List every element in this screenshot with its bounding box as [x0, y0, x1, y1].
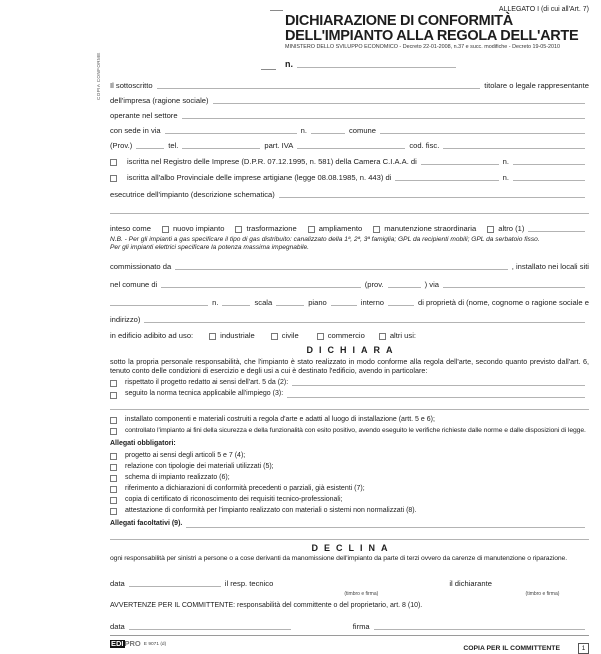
- checkbox-albo-artigiane[interactable]: [110, 175, 117, 182]
- option-label: altro (1): [498, 224, 525, 233]
- row-allegato-riferimento: [110, 485, 589, 494]
- line-tel[interactable]: [182, 147, 260, 149]
- row-facoltativi-cont: [110, 538, 589, 540]
- line-number[interactable]: [297, 66, 456, 68]
- line-sottoscritto[interactable]: [157, 87, 481, 89]
- checkbox-allegato-attestazione[interactable]: [110, 508, 117, 515]
- row-nel-comune: [110, 280, 589, 289]
- check-label: rispettato il progetto redatto ai sensi dell'art. 5 da (2):: [125, 378, 289, 386]
- row-allegato-certificato: [110, 496, 589, 505]
- option-label: nuovo impianto: [172, 224, 225, 233]
- line-norma-cont[interactable]: [110, 408, 589, 410]
- row-edificio-uso: [110, 331, 589, 340]
- checkbox-civile[interactable]: [271, 333, 278, 340]
- codfisc-label: cod. fisc.: [409, 141, 440, 150]
- edificio-label: in edificio adibito ad uso:: [110, 330, 194, 340]
- checkbox-trasformazione[interactable]: [235, 226, 242, 233]
- line-altro[interactable]: [528, 230, 585, 232]
- row-commissionato: [110, 262, 589, 271]
- row-allegato-attestazione: [110, 507, 589, 516]
- checkbox-installato-componenti[interactable]: [110, 417, 117, 424]
- line-check-progetto[interactable]: [292, 384, 585, 386]
- declina-paragraph: ogni responsabilità per sinistri a persone o a cose derivanti da manomissione dell'impianto da parte di terzi ovvero da carenze di manutenzione o riparazione.: [110, 554, 568, 562]
- settore-label: operante nel settore: [110, 111, 178, 120]
- line-codfisc[interactable]: [443, 147, 585, 149]
- civico-n-label: n.: [212, 297, 219, 307]
- firma-label: firma: [352, 622, 370, 632]
- avvertenze-note: AVVERTENZE PER IL COMMITTENTE: responsabilità del committente o del proprietario, art. 8 (10).: [110, 601, 423, 609]
- row-registro-imprese: [110, 157, 589, 166]
- row-allegati-facoltativi: [110, 520, 589, 529]
- check-label: installato componenti e materiali costruiti a regola d'arte e adatti al luogo di installazione (artt. 5 e 6);: [125, 415, 435, 423]
- line-piano[interactable]: [331, 304, 357, 306]
- line-settore[interactable]: [182, 117, 585, 119]
- row-esecutrice-cont: [110, 212, 589, 214]
- line-esecutrice[interactable]: [279, 196, 585, 198]
- option-altri-usi: [379, 331, 416, 340]
- line-albo-di[interactable]: [395, 179, 498, 181]
- checkbox-allegato-schema[interactable]: [110, 475, 117, 482]
- albo-n-label: n.: [502, 173, 509, 182]
- timbro-firma-caption: (timbro e firma): [344, 590, 379, 597]
- check-label: seguito la norma tecnica applicabile all'impiego (3):: [125, 390, 284, 398]
- checkbox-registro-imprese[interactable]: [110, 159, 117, 166]
- line-sede-n[interactable]: [311, 132, 345, 134]
- line-indirizzo[interactable]: [144, 321, 585, 323]
- line-via-cont[interactable]: [110, 304, 208, 306]
- row-allegato-progetto: [110, 452, 589, 461]
- dichiara-heading: DICHIARA: [306, 344, 399, 355]
- impresa-label: dell'impresa (ragione sociale): [110, 96, 209, 105]
- interno-label: interno: [360, 297, 385, 307]
- allegato-label: attestazione di conformità per l'impianto realizzato con materiali o sistemi non normalizzati (8).: [125, 506, 417, 514]
- scala-label: scala: [254, 297, 273, 307]
- dichiara-paragraph: sotto la propria personale responsabilità, che l'impianto è stato realizzato in modo conforme alla regola dell'arte, secondo quanto previsto dall'art. 6, tenuto conto delle condizioni di esercizio e degli usi a cui è destinato l'edificio, avendo in particolare:: [110, 356, 589, 375]
- checkbox-nuovo-impianto[interactable]: [162, 226, 169, 233]
- sottoscritto-label: Il sottoscritto: [110, 81, 153, 90]
- comune-label: comune: [348, 126, 376, 135]
- option-label: manutenzione straordinaria: [384, 224, 477, 233]
- dichiarante-label: il dichiarante: [449, 578, 492, 588]
- form-header: [285, 6, 589, 51]
- publisher-logo: [110, 640, 166, 648]
- line-allegati-facoltativi[interactable]: [186, 526, 585, 528]
- option-civile: [271, 331, 299, 340]
- copy-number-box: 1: [578, 643, 589, 654]
- allegati-obbligatori-label: Allegati obbligatori:: [110, 440, 176, 448]
- checkbox-manutenzione-straordinaria[interactable]: [373, 226, 380, 233]
- checkbox-commercio[interactable]: [317, 333, 324, 340]
- declina-heading: DECLINA: [311, 542, 394, 553]
- row-sottoscritto: [110, 81, 589, 90]
- form-title-line2: DELL'IMPIANTO ALLA REGOLA DELL'ARTE: [285, 28, 579, 44]
- line-comune[interactable]: [380, 132, 585, 134]
- prov-label: (Prov.): [110, 141, 133, 150]
- option-ampliamento: [308, 224, 362, 233]
- commissionato-label: commissionato da: [110, 261, 172, 271]
- piva-label: part. IVA: [264, 141, 294, 150]
- checkbox-altri-usi[interactable]: [379, 333, 386, 340]
- line-piva[interactable]: [297, 147, 405, 149]
- nb-note-line2: Per gli impianti elettrici specificare la potenza massima impegnabile.: [110, 243, 310, 251]
- number-row: [285, 60, 460, 69]
- proprieta-label: di proprietà di (nome, cognome o ragione sociale e: [418, 297, 589, 307]
- piano-label: piano: [308, 297, 327, 307]
- checkbox-allegato-certificato[interactable]: [110, 497, 117, 504]
- checkbox-allegato-progetto[interactable]: [110, 453, 117, 460]
- row-sede: [110, 126, 589, 135]
- copy-group: [463, 643, 589, 654]
- line-civico-n[interactable]: [222, 304, 250, 306]
- checkbox-industriale[interactable]: [209, 333, 216, 340]
- inteso-label: inteso come: [110, 224, 151, 233]
- allegato-label: relazione con tipologie dei materiali utilizzati (5);: [125, 462, 274, 470]
- line-data2[interactable]: [129, 628, 291, 630]
- line-prov2[interactable]: [388, 286, 421, 288]
- registro-label: iscritta nel Registro delle Imprese (D.P.R. 07.12.1995, n. 581) della Camera C.I.A.A. di: [127, 157, 417, 166]
- checkbox-allegato-riferimento[interactable]: [110, 486, 117, 493]
- sede-label: con sede in via: [110, 126, 161, 135]
- line-check-norma[interactable]: [287, 396, 585, 398]
- option-nuovo-impianto: [162, 224, 225, 233]
- line-sede-via[interactable]: [165, 132, 297, 134]
- checkbox-rispettato-progetto[interactable]: [110, 380, 117, 387]
- row-check-progetto: [110, 379, 589, 388]
- data-label: data: [110, 578, 125, 588]
- option-label: commercio: [327, 330, 365, 340]
- option-industriale: [209, 331, 255, 340]
- option-label: altri usi:: [389, 330, 416, 340]
- row-impresa: [110, 96, 589, 105]
- prov2-label: (prov.: [364, 279, 384, 289]
- checkbox-allegato-relazione[interactable]: [110, 464, 117, 471]
- data2-label: data: [110, 622, 125, 632]
- option-altro: [487, 224, 524, 233]
- line-via[interactable]: [443, 286, 585, 288]
- row-allegato-schema: [110, 474, 589, 483]
- publisher-code: E 9071 (d): [143, 642, 167, 648]
- option-trasformazione: [235, 224, 296, 233]
- checkbox-altro[interactable]: [487, 226, 494, 233]
- via-label: ) via: [424, 279, 439, 289]
- timbro-firma-caption: (timbro e firma): [525, 590, 560, 597]
- form-subtitle: MINISTERO DELLO SVILUPPO ECONOMICO - Decreto 22-01-2008, n.37 e succ. modifiche - Decreto 19-05-2010: [285, 44, 561, 50]
- publisher-logo-edi: EDI: [111, 639, 124, 649]
- allegati-facoltativi-label: Allegati facoltativi (9).: [110, 520, 183, 528]
- row-check-controllato: [110, 427, 589, 435]
- nel-comune-label: nel comune di: [110, 279, 158, 289]
- allegato-label: copia di certificato di riconoscimento dei requisiti tecnico-professionali;: [125, 495, 343, 503]
- row-check-componenti: [110, 416, 589, 425]
- line-albo-n[interactable]: [513, 179, 585, 181]
- allegato-label: progetto ai sensi degli articoli 5 e 7 (4);: [125, 451, 246, 459]
- publisher-logo-pro: PRO: [124, 639, 141, 649]
- row-settore: [110, 111, 589, 120]
- tel-label: tel.: [168, 141, 179, 150]
- line-impresa[interactable]: [213, 102, 585, 104]
- checkbox-ampliamento[interactable]: [308, 226, 315, 233]
- footer-rule: [110, 635, 589, 636]
- resp-tecnico-label: il resp. tecnico: [224, 578, 274, 588]
- albo-label: iscritta all'albo Provinciale delle imprese artigiane (legge 08.08.1985, n. 443) di: [127, 173, 392, 182]
- esecutrice-label: esecutrice dell'impianto (descrizione schematica): [110, 190, 275, 199]
- check-label: controllato l'impianto ai fini della sicurezza e della funzionalità con esito positivo, avendo eseguito le verifiche richieste dalle norme e dalle disposizioni di legge.: [125, 427, 586, 435]
- sede-n-label: n.: [300, 126, 307, 135]
- option-label: civile: [281, 330, 299, 340]
- line-esecutrice-cont[interactable]: [110, 212, 589, 214]
- line-facoltativi-cont[interactable]: [110, 538, 589, 540]
- line-scala[interactable]: [276, 304, 304, 306]
- row-norma-cont: [110, 408, 589, 410]
- line-firma[interactable]: [374, 628, 585, 630]
- checkbox-seguito-norma[interactable]: [110, 392, 117, 399]
- row-civico: [110, 298, 589, 307]
- option-label: trasformazione: [246, 224, 297, 233]
- line-registro-camera[interactable]: [421, 163, 499, 165]
- number-label: n.: [285, 59, 293, 69]
- copy-for-committente-label: COPIA PER IL COMMITTENTE: [463, 645, 560, 653]
- installato-label: , installato nei locali siti: [511, 261, 589, 271]
- row-albo-artigiane: [110, 173, 589, 182]
- option-commercio: [317, 331, 365, 340]
- checkbox-controllato-impianto[interactable]: [110, 428, 117, 435]
- footer: [110, 640, 589, 654]
- allegato-label: riferimento a dichiarazioni di conformità precedenti o parziali, già esistenti (7);: [125, 484, 365, 492]
- line-data[interactable]: [129, 585, 221, 587]
- option-manutenzione: [373, 224, 476, 233]
- allegato-label: ALLEGATO I (di cui all'Art. 7): [498, 6, 589, 13]
- row-indirizzo: [110, 315, 589, 324]
- row-esecutrice: [110, 190, 589, 199]
- line-prov[interactable]: [136, 147, 164, 149]
- side-copy-label: COPIA CONFORME: [96, 52, 101, 100]
- option-label: industriale: [220, 330, 255, 340]
- line-commissionato[interactable]: [175, 268, 508, 270]
- indirizzo-label: indirizzo): [110, 314, 141, 324]
- option-label: ampliamento: [318, 224, 363, 233]
- line-registro-n[interactable]: [513, 163, 585, 165]
- row-signatures: [110, 578, 589, 597]
- line-interno[interactable]: [388, 304, 414, 306]
- row-check-norma: [110, 390, 589, 399]
- registro-n-label: n.: [502, 157, 509, 166]
- row-prov: [110, 141, 589, 150]
- nb-note-line1: N.B. - Per gli impianti a gas specificare il tipo di gas distribuito: canalizzato della 1ª, 2ª, 3ª famiglia; GPL da recipienti mobili; GPL da serbatoio fisso.: [110, 236, 540, 243]
- form-title-line1: DICHIARAZIONE DI CONFORMITÀ: [285, 13, 513, 29]
- titolare-label: titolare o legale rappresentante: [484, 81, 589, 90]
- row-data-firma: [110, 622, 589, 631]
- row-allegato-relazione: [110, 463, 589, 472]
- allegato-label: schema di impianto realizzato (6);: [125, 473, 230, 481]
- row-inteso-come: [110, 224, 589, 233]
- line-nel-comune[interactable]: [161, 286, 361, 288]
